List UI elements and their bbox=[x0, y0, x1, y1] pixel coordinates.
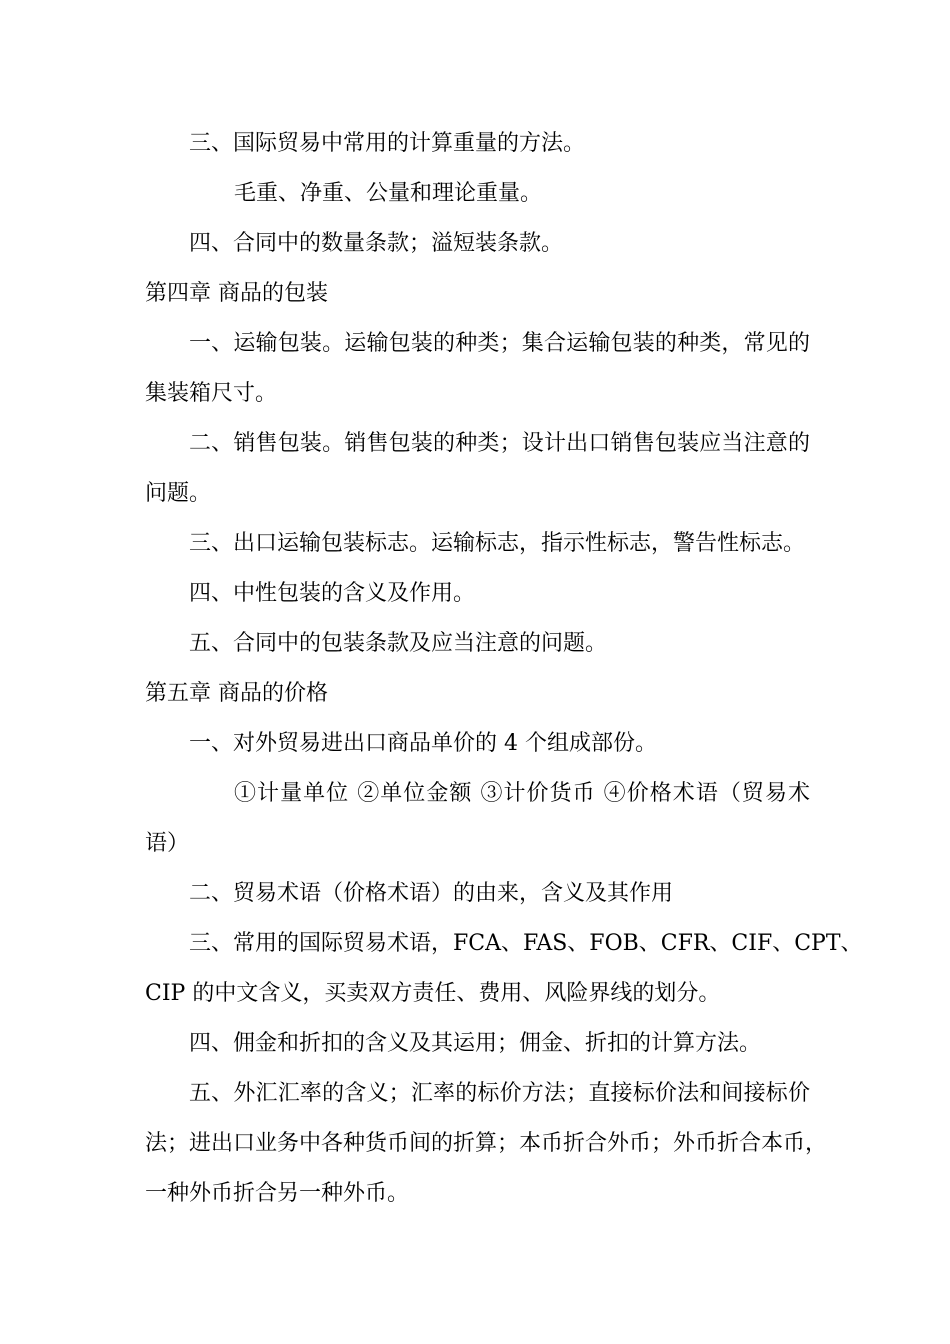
section-item-calculation-methods: 三、国际贸易中常用的计算重量的方法。 bbox=[189, 131, 586, 156]
section-item-exchange-rate-end: 一种外币折合另一种外币。 bbox=[145, 1181, 410, 1206]
section-item-packaging-clause: 五、合同中的包装条款及应当注意的问题。 bbox=[189, 631, 608, 656]
section-item-transport-packaging-cont: 集装箱尺寸。 bbox=[145, 381, 278, 406]
section-item-packaging-marks: 三、出口运输包装标志。运输标志，指示性标志，警告性标志。 bbox=[189, 531, 806, 556]
chapter-heading-packaging: 第四章 商品的包装 bbox=[145, 281, 328, 306]
section-item-transport-packaging: 一、运输包装。运输包装的种类；集合运输包装的种类，常见的 bbox=[189, 331, 810, 356]
section-item-sales-packaging-cont: 问题。 bbox=[145, 481, 212, 506]
section-item-common-trade-terms-cont: CIP 的中文含义，买卖双方责任、费用、风险界线的划分。 bbox=[145, 981, 721, 1006]
section-item-unit-price: 一、对外贸易进出口商品单价的 4 个组成部份。 bbox=[189, 731, 657, 756]
section-item-trade-terms-origin: 二、贸易术语（价格术语）的由来，含义及其作用 bbox=[189, 881, 674, 906]
chapter-heading-price: 第五章 商品的价格 bbox=[145, 681, 328, 706]
section-item-exchange-rate: 五、外汇汇率的含义；汇率的标价方法；直接标价法和间接标价 bbox=[189, 1081, 810, 1106]
section-item-common-trade-terms: 三、常用的国际贸易术语，FCA、FAS、FOB、CFR、CIF、CPT、 bbox=[189, 931, 863, 956]
section-item-quantity-clause: 四、合同中的数量条款；溢短装条款。 bbox=[189, 231, 564, 256]
section-item-exchange-rate-cont: 法；进出口业务中各种货币间的折算；本币折合外币；外币折合本币， bbox=[145, 1131, 828, 1156]
section-item-sales-packaging: 二、销售包装。销售包装的种类；设计出口销售包装应当注意的 bbox=[189, 431, 810, 456]
section-subitem-weight-types: 毛重、净重、公量和理论重量。 bbox=[234, 181, 543, 206]
section-subitem-price-components: ①计量单位 ②单位金额 ③计价货币 ④价格术语（贸易术 bbox=[234, 781, 810, 806]
section-subitem-price-components-cont: 语） bbox=[145, 831, 190, 856]
section-item-neutral-packaging: 四、中性包装的含义及作用。 bbox=[189, 581, 476, 606]
section-item-commission-discount: 四、佣金和折扣的含义及其运用；佣金、折扣的计算方法。 bbox=[189, 1031, 762, 1056]
